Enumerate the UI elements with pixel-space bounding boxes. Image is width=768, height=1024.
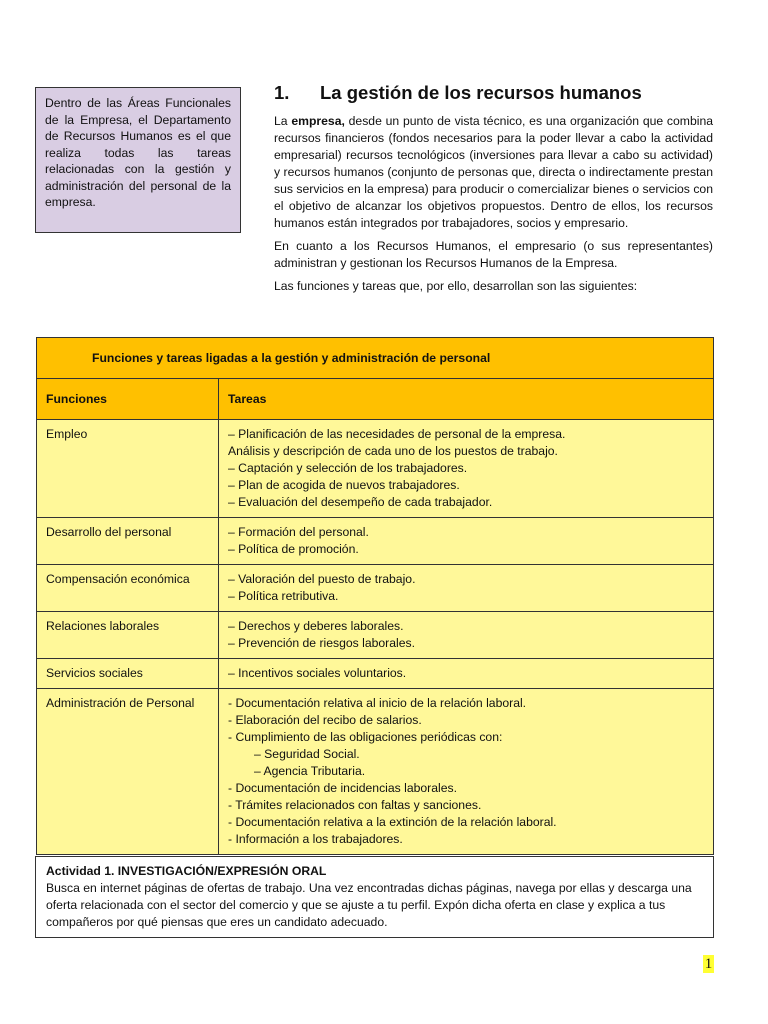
table-row [37,420,714,518]
intro-paragraph-2: En cuanto a los Recursos Humanos, el empresario (o sus representantes) administran y gestionan los Recursos Humanos de la Empresa. [274,239,713,270]
intro-p1-rest: desde un punto de vista técnico, es una organización que combina recursos financieros (fondos necesarios para la poder llevar a cabo la actividad empresarial) recursos tecnológicos (inversiones para llevar a cabo su actividad) y recursos humanos (conjunto de personas que, directa o indirectamente prestan sus servicios en la empresa) para producir o comercializar bienes o servicios con el objetivo de alcanzar los objetivos propuestos. Dentro de ellos, los recursos humanos están integrados por trabajadores, socios y empresario. [274,114,713,230]
task-item: – Captación y selección de los trabajadores. [228,461,468,475]
function-cell: Desarrollo del personal [37,518,219,565]
task-item: – Plan de acogida de nuevos trabajadores. [228,478,460,492]
intro-paragraph-1 [274,113,713,232]
section-title: La gestión de los recursos humanos [320,82,642,103]
task-item: - Cumplimiento de las obligaciones periódicas con: [228,730,503,744]
function-cell: Servicios sociales [37,659,219,689]
task-item: – Política de promoción. [228,542,359,556]
task-item: – Evaluación del desempeño de cada trabajador. [228,495,493,509]
task-item: – Planificación de las necesidades de personal de la empresa. [228,427,566,441]
task-item: – Prevención de riesgos laborales. [228,636,415,650]
tasks-cell [219,612,714,659]
tasks-cell [219,689,714,855]
task-item: - Documentación de incidencias laborales. [228,781,457,795]
sidebar-note-text: Dentro de las Áreas Funcionales de la Empresa, el Departamento de Recursos Humanos es el que realiza todas las tareas relacionadas con la gestión y administración del personal de la empresa. [45,96,231,209]
page-number: 1 [704,956,713,972]
activity-box [35,856,714,938]
task-item: Análisis y descripción de cada uno de los puestos de trabajo. [228,444,558,458]
task-item: – Seguridad Social. [254,747,360,761]
task-item: – Formación del personal. [228,525,369,539]
function-cell: Compensación económica [37,565,219,612]
sidebar-note [35,87,241,233]
table-row [37,612,714,659]
function-cell: Empleo [37,420,219,518]
task-item: – Política retributiva. [228,589,339,603]
task-item: - Información a los trabajadores. [228,832,403,846]
tasks-cell [219,565,714,612]
table-title: Funciones y tareas ligadas a la gestión y administración de personal [37,338,714,379]
section-heading [274,82,642,104]
tasks-cell [219,420,714,518]
tasks-cell [219,518,714,565]
column-header-tasks: Tareas [219,379,714,420]
intro-paragraph-3: Las funciones y tareas que, por ello, desarrollan son las siguientes: [274,279,638,293]
intro-p1-bold: empresa, [291,114,345,128]
activity-title: Actividad 1. INVESTIGACIÓN/EXPRESIÓN ORAL [46,864,327,878]
task-item: - Documentación relativa a la extinción de la relación laboral. [228,815,557,829]
table-row [37,659,714,689]
task-item: – Derechos y deberes laborales. [228,619,404,633]
table-row [37,689,714,855]
task-item: - Elaboración del recibo de salarios. [228,713,422,727]
task-item: – Valoración del puesto de trabajo. [228,572,416,586]
function-cell: Relaciones laborales [37,612,219,659]
task-item: – Incentivos sociales voluntarios. [228,666,407,680]
table-row [37,518,714,565]
column-header-functions: Funciones [37,379,219,420]
task-item: - Documentación relativa al inicio de la relación laboral. [228,696,527,710]
intro-text [274,113,713,301]
tasks-cell [219,659,714,689]
section-number: 1. [274,82,290,103]
activity-text: Busca en internet páginas de ofertas de trabajo. Una vez encontradas dichas páginas, navega por ellas y descarga una oferta relacionada con el sector del comercio y que se ajuste a tu perfil. Expón dicha oferta en clase y explica a tus compañeros por qué piensas que eres un candidato adecuado. [46,881,692,929]
functions-table [36,337,714,855]
intro-p1-prefix: La [274,114,292,128]
task-item: - Trámites relacionados con faltas y sanciones. [228,798,482,812]
task-item: – Agencia Tributaria. [254,764,366,778]
function-cell: Administración de Personal [37,689,219,855]
table-row [37,565,714,612]
